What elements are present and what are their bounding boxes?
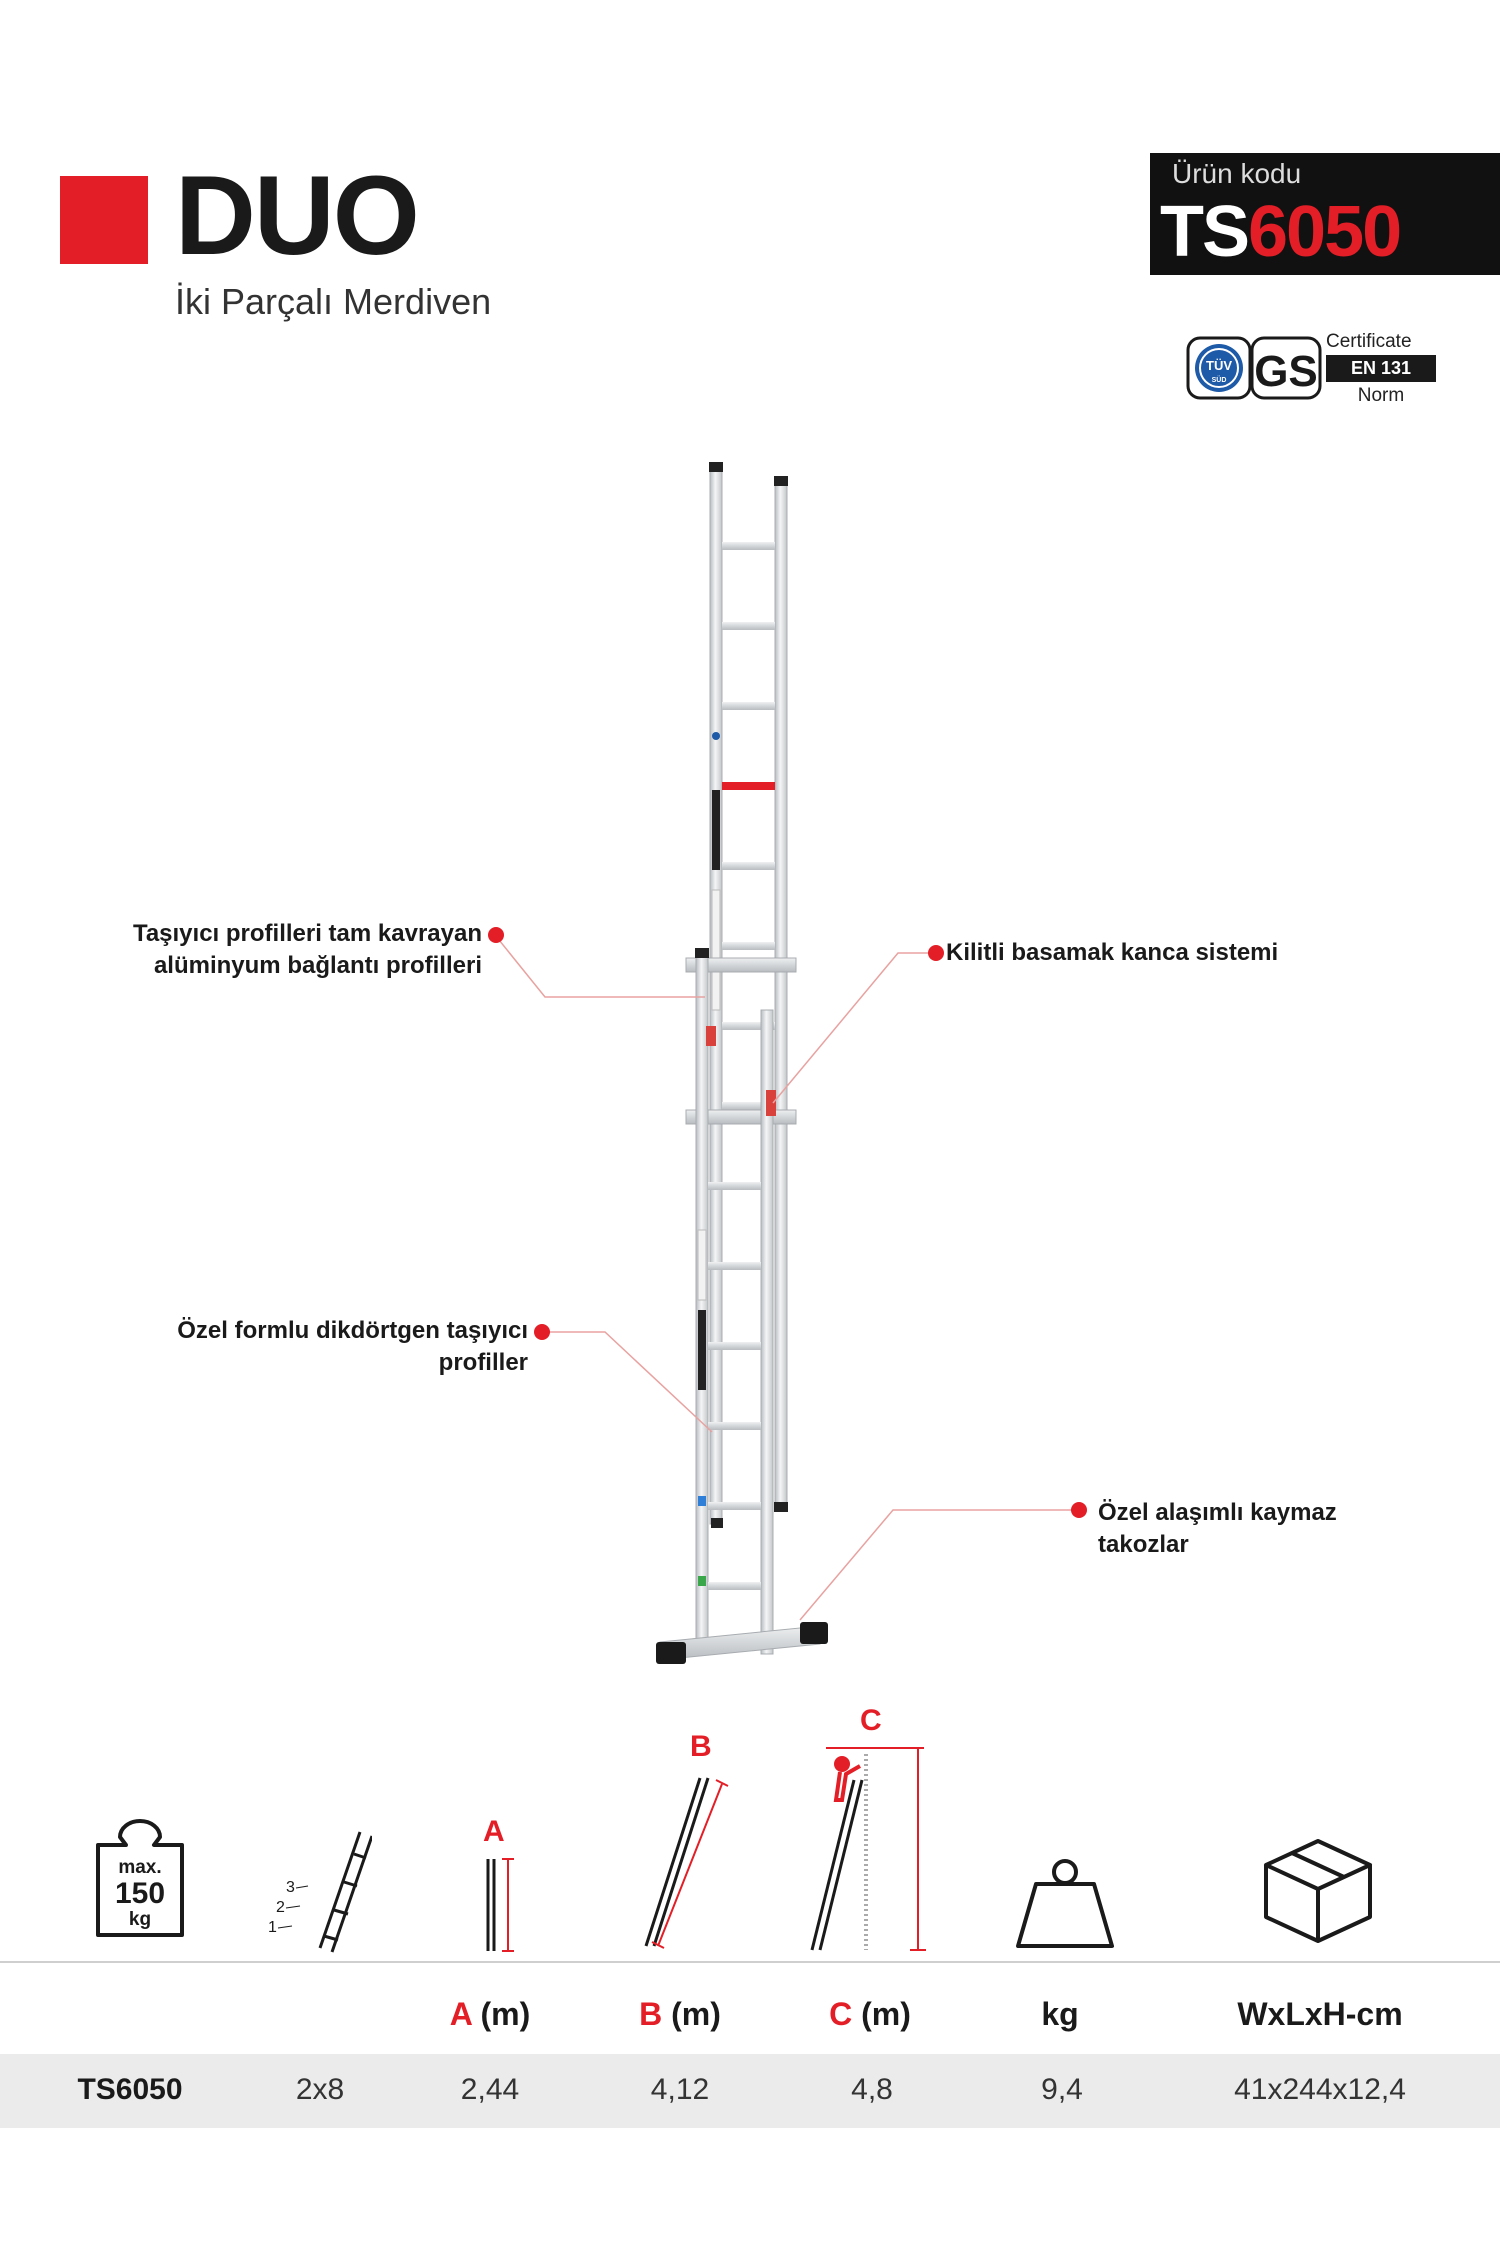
certificate-norm: EN 131: [1350, 358, 1412, 378]
callout-anti-slip-feet: Özel alaşımlı kaymaz takozlar: [1098, 1499, 1337, 1558]
header-b-unit: (m): [671, 1996, 721, 2032]
header-a: [380, 1998, 600, 2030]
product-title: DUO: [175, 153, 418, 278]
callout-support-profiles: Taşıyıcı profilleri tam kavrayan alüminyum bağlantı profilleri: [132, 920, 482, 979]
leader-hook-system: [773, 953, 936, 1103]
max-load-line2: 150: [114, 1877, 166, 1910]
max-load-line1: max.: [118, 1857, 162, 1878]
max-load-weight-icon: [90, 1815, 190, 1949]
leader-rect-profiles: [542, 1332, 712, 1432]
weight-icon: [1014, 1856, 1116, 1952]
table-divider: [0, 1961, 1500, 1963]
header-b: [570, 1998, 790, 2030]
header-weight: kg: [1041, 1996, 1079, 2032]
certificate-norm-suffix: Norm: [1357, 385, 1405, 406]
person-head-icon: [834, 1756, 850, 1772]
dimension-c-letter: C: [860, 1704, 882, 1737]
cell-dimensions: 41x244x12,4: [1234, 2073, 1406, 2106]
max-load-line3: kg: [128, 1909, 152, 1930]
cell-steps: 2x8: [295, 2073, 345, 2106]
tuv-sub-text: SÜD: [1211, 377, 1227, 384]
callout-dot-hook-system: [928, 945, 944, 961]
header-a-unit: (m): [480, 1996, 531, 2032]
header-dimensions: WxLxH-cm: [1237, 1996, 1403, 2032]
cell-weight: 9,4: [1041, 2073, 1083, 2106]
cell-a: 2,44: [460, 2073, 520, 2106]
step-3-label: 3: [286, 1879, 295, 1896]
leader-anti-slip-feet: [800, 1510, 1077, 1620]
step-1-label: 1: [268, 1919, 277, 1936]
callout-dot-anti-slip-feet: [1071, 1502, 1087, 1518]
cell-model: TS6050: [77, 2073, 183, 2106]
callout-rect-profiles: Özel formlu dikdörtgen taşıyıcı profiller: [177, 1317, 528, 1376]
callout-hook-system: Kilitli basamak kanca sistemi: [946, 939, 1279, 966]
gs-mark-text: GS: [1254, 347, 1318, 396]
dimension-a-icon: [480, 1855, 520, 1955]
header-c: [760, 1998, 980, 2030]
certificate-label: Certificate: [1326, 331, 1412, 352]
package-box-icon: [1260, 1833, 1376, 1945]
callout-dot-rect-profiles: [534, 1324, 550, 1340]
header-c-letter: C: [829, 1996, 853, 2032]
dimension-a-letter: A: [483, 1815, 505, 1848]
product-code-prefix: TS: [1160, 192, 1249, 272]
product-subtitle: İki Parçalı Merdiven: [175, 281, 492, 322]
tuv-mark-text: TÜV: [1206, 358, 1232, 373]
dimension-b-icon: [640, 1770, 740, 1950]
cell-b: 4,12: [650, 2073, 710, 2106]
product-code-label: Ürün kodu: [1172, 158, 1302, 189]
leader-support-profiles: [495, 935, 705, 997]
dimension-b-letter: B: [690, 1730, 712, 1763]
header-b-letter: B: [639, 1996, 663, 2032]
header-c-unit: (m): [861, 1996, 911, 2032]
cell-c: 4,8: [851, 2073, 893, 2106]
steps-ladder-icon: [262, 1828, 372, 1954]
product-code-number: 6050: [1248, 192, 1401, 272]
header-a-letter: A: [449, 1996, 472, 2032]
callout-dot-support-profiles: [488, 927, 504, 943]
dimension-c-icon: [806, 1744, 936, 1954]
step-2-label: 2: [276, 1899, 285, 1916]
